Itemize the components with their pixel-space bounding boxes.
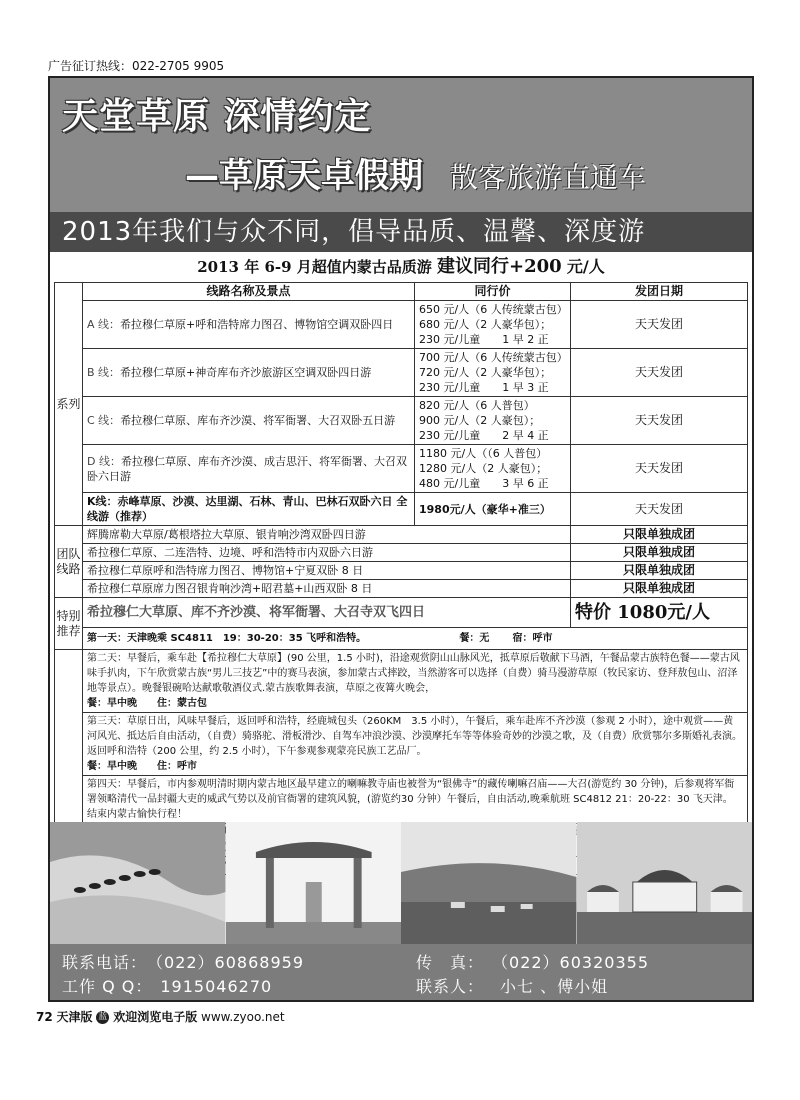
route-price: 700 元/人（6 人传统蒙古包） 720 元/人（2 人豪华包）； 230 元/儿童 1 早 3 正 xyxy=(415,349,571,397)
group-date: 只限单独成团 xyxy=(571,544,748,562)
group-route: 希拉穆仁草原呼和浩特席力图召、博物馆+宁夏双卧 8 日 xyxy=(83,562,571,580)
special-route: 希拉穆仁大草原、库不齐沙漠、将军衙署、大召寺双飞四日 xyxy=(83,598,571,628)
route-table xyxy=(54,282,748,875)
edition: 天津版 xyxy=(56,1010,93,1024)
table-row xyxy=(55,544,748,562)
headline-2: —草原天卓假期 xyxy=(185,156,423,196)
route-price: 1180 元/人（（6 人普包） 1280 元/人（2 人豪包）； 480 元/儿童 3 早 6 正 xyxy=(415,445,571,493)
day4: 第四天：早餐后，市内参观明清时期内蒙古地区最早建立的喇嘛教寺庙也被誉为“银佛寺”的藏传喇嘛召庙——大召(游览约 30 分钟)，后参观将军衙署领略清代一品封疆大吏的威武气势以及前官衙署的建筑风貌，(游览约30 分钟）午餐后，自由活动,晚乘航班 SC4812 21：20-22：30 飞天津。 结束内蒙古愉快行程！ xyxy=(83,776,748,824)
itinerary-day4 xyxy=(55,776,748,824)
table-header-row xyxy=(55,283,748,301)
offer-prefix: 2013 年 6-9 月超值内蒙古品质游 xyxy=(197,258,432,276)
grassland-horses-photo xyxy=(401,822,577,944)
route-date: 天天发团 xyxy=(571,349,748,397)
table-row xyxy=(55,562,748,580)
contact-bar xyxy=(50,944,752,1000)
slogan: 2013年我们与众不同，倡导品质、温馨、深度游 xyxy=(50,212,752,252)
day1: 第一天：天津晚乘 SC4811 19：30-20：35 飞呼和浩特。 餐：无 宿：呼市 xyxy=(83,628,748,650)
route-date: 天天发团 xyxy=(571,301,748,349)
qq: 工作 Q Q： 1915046270 xyxy=(62,977,273,996)
itinerary-day3 xyxy=(55,713,748,776)
group-date: 只限单独成团 xyxy=(571,580,748,598)
group-route: 希拉穆仁草原、二连浩特、边境、呼和浩特市内双卧六日游 xyxy=(83,544,571,562)
day2: 第二天：早餐后，乘车赴【希拉穆仁大草原】(90 公里，1.5 小时)，沿途观赏阴山山脉风光，抵草原后敬献下马酒，午餐品蒙古族特色餐——蒙古风味手扒肉，下午欣赏蒙古族“男儿三技艺”中的赛马表演，参加蒙古式摔跤，当然游客可以选择（自费）骑马漫游草原（牧民家访、登拜敖包山、沼泽地等景点）。晚餐银碗哈达献歌敬酒仪式.蒙古族歌舞表演，草原之夜篝火晚会， 餐：早中晚 住：蒙古包 xyxy=(83,650,748,713)
table-row xyxy=(55,580,748,598)
phone: 联系电话： （022）60868959 xyxy=(62,953,304,972)
offer-line xyxy=(50,254,752,280)
blue-badge-icon: 蓝 xyxy=(98,1012,108,1022)
special-row xyxy=(55,598,748,628)
group-label: 团队线路 xyxy=(55,526,83,598)
pavilion-photo xyxy=(226,822,402,944)
desert-camels-photo xyxy=(50,822,226,944)
itinerary-day2 xyxy=(55,650,748,713)
table-row xyxy=(55,526,748,544)
route-price: 650 元/人（6 人传统蒙古包） 680 元/人（2 人豪华包）； 230 元/儿童 1 早 2 正 xyxy=(415,301,571,349)
footer-text: 欢迎浏览电子版 xyxy=(113,1010,198,1024)
series-label: 系列 xyxy=(55,283,83,526)
offer-highlight: 建议同行+200 xyxy=(437,256,562,277)
route-name: K线：赤峰草原、沙漠、达里湖、石林、青山、巴林石双卧六日 全线游（推荐） xyxy=(83,493,415,526)
table-row xyxy=(55,349,748,397)
table-row xyxy=(55,493,748,526)
route-name: B 线：希拉穆仁草原+神奇库布齐沙旅游区空调双卧四日游 xyxy=(83,349,415,397)
col-route: 线路名称及景点 xyxy=(83,283,415,301)
route-date: 天天发团 xyxy=(571,445,748,493)
contact-person: 联系人： 小七 、傅小姐 xyxy=(416,977,609,996)
group-route: 辉腾席勒大草原/葛根塔拉大草原、银肯响沙湾双卧四日游 xyxy=(83,526,571,544)
col-date: 发团日期 xyxy=(571,283,748,301)
yurt-buildings-photo xyxy=(577,822,753,944)
route-name: A 线：希拉穆仁草原+呼和浩特席力图召、博物馆空调双卧四日 xyxy=(83,301,415,349)
itinerary-day1 xyxy=(55,628,748,650)
col-price: 同行价 xyxy=(415,283,571,301)
route-date: 天天发团 xyxy=(571,397,748,445)
table-row xyxy=(55,301,748,349)
footer-url[interactable]: www.zyoo.net xyxy=(201,1010,285,1024)
special-label: 特别推荐 xyxy=(55,598,83,650)
headline-2-subtitle: 散客旅游直通车 xyxy=(450,161,647,194)
page-footer xyxy=(36,1008,285,1025)
page-number: 72 xyxy=(36,1010,53,1024)
table-row xyxy=(55,445,748,493)
day3: 第三天：草原日出，风味早餐后，返回呼和浩特，经鹿城包头（260KM 3.5 小时），午餐后，乘车赴库不齐沙漠（参观 2 小时），途中观赏——黄河风光、抵达后自由活动，（自费）骑骆驼、滑板滑沙、自驾车冲浪沙漠、沙漠摩托车等等体验奇妙的沙漠之歌，及（自费）欣赏鄂尔多斯婚礼表演。返回呼和浩特（200 公里，约 2.5 小时），下午参观参观蒙亮民族工艺品厂。 餐：早中晚 住：呼市 xyxy=(83,713,748,776)
ad-header xyxy=(50,78,752,212)
special-price: 特价 1080元/人 xyxy=(571,598,748,628)
route-price: 1980元/人（豪华+准三） xyxy=(415,493,571,526)
offer-unit: 元/人 xyxy=(566,257,605,276)
fax: 传 真： （022）60320355 xyxy=(416,953,649,972)
ad-hotline: 广告征订热线：022-2705 9905 xyxy=(48,59,225,73)
route-name: D 线：希拉穆仁草原、库布齐沙漠、成吉思汗、将军衙署、大召双卧六日游 xyxy=(83,445,415,493)
route-name: C 线：希拉穆仁草原、库布齐沙漠、将军衙署、大召双卧五日游 xyxy=(83,397,415,445)
group-date: 只限单独成团 xyxy=(571,526,748,544)
group-route: 希拉穆仁草原席力图召银肯响沙湾+昭君墓+山西双卧 8 日 xyxy=(83,580,571,598)
headline-1: 天堂草原 深情约定 xyxy=(62,96,372,137)
advertisement xyxy=(48,76,754,1002)
table-row xyxy=(55,397,748,445)
route-price: 820 元/人（6 人普包） 900 元/人（2 人豪包）； 230 元/儿童 2 早 4 正 xyxy=(415,397,571,445)
photo-strip xyxy=(50,822,752,944)
group-date: 只限单独成团 xyxy=(571,562,748,580)
route-date: 天天发团 xyxy=(571,493,748,526)
